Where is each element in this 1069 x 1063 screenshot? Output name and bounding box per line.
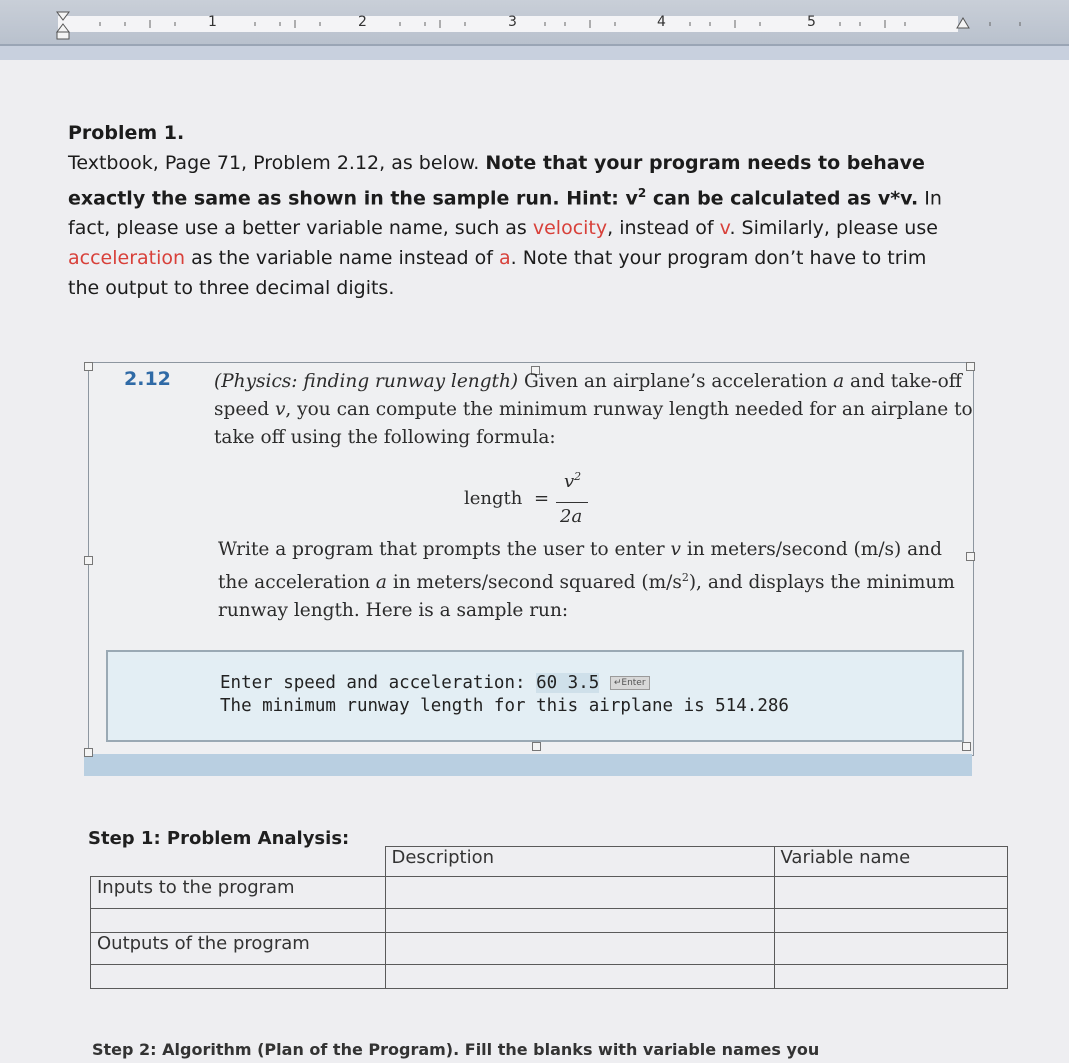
table-cell[interactable] xyxy=(774,933,1007,965)
problem-bold-note: Note that your program needs to behave exactly the same as shown in the sample run. Hint: v xyxy=(68,152,925,210)
problem-text: as the variable name instead of xyxy=(185,247,499,270)
sample-result: The minimum runway length for this airplane is 514.286 xyxy=(220,696,789,716)
anchor-marker-icon xyxy=(84,748,93,757)
table-cell[interactable] xyxy=(385,877,774,909)
anchor-marker-icon xyxy=(84,556,93,565)
table-cell[interactable] xyxy=(91,909,386,933)
step1-heading: Step 1: Problem Analysis: xyxy=(88,828,350,849)
anchor-marker-icon xyxy=(532,742,541,751)
problem-intro: Textbook, Page 71, Problem 2.12, as below. xyxy=(68,152,486,174)
sample-input: 60 3.5 xyxy=(536,673,600,693)
exercise-text-part: , you can compute the minimum runway length needed for an airplane to take off using the following formula: xyxy=(214,399,973,448)
formula-lhs: length xyxy=(464,488,523,509)
ruler-number: 1 xyxy=(208,14,217,30)
problem-text: In fact, please use a better variable name, such as xyxy=(68,187,942,240)
runway-formula xyxy=(464,470,624,528)
table-row xyxy=(91,933,1008,965)
problem-bold-sup: 2 xyxy=(637,186,647,200)
page-top-band xyxy=(0,46,1069,60)
anchor-marker-icon xyxy=(962,742,971,751)
exercise-text-part: and take-off speed xyxy=(214,371,962,420)
symbol-v: v xyxy=(274,399,286,420)
problem-text: . Similarly, please use xyxy=(729,217,938,240)
var-acceleration: acceleration xyxy=(68,247,186,270)
ruler-number: 3 xyxy=(508,14,517,30)
problem-statement xyxy=(68,118,958,303)
table-row xyxy=(91,965,1008,989)
exercise-text-part: in meters/second squared (m/s xyxy=(386,572,682,594)
problem-text: , instead of xyxy=(607,217,720,240)
table-cell[interactable] xyxy=(385,933,774,965)
step2-heading: Step 2: Algorithm (Plan of the Program). Fill the blanks with variable names you xyxy=(92,1040,820,1059)
sample-run-output xyxy=(220,672,789,718)
formula-denominator: 2a xyxy=(560,506,583,527)
table-cell[interactable] xyxy=(385,909,774,933)
table-cell[interactable] xyxy=(774,965,1007,989)
symbol-a: a xyxy=(833,371,845,392)
problem-bold-tail: can be calculated as v*v. xyxy=(646,187,919,210)
exercise-instructions xyxy=(218,536,970,625)
table-cell[interactable] xyxy=(91,847,386,877)
exercise-heading: (Physics: finding runway length) xyxy=(214,371,519,392)
right-indent-marker-icon[interactable] xyxy=(955,16,971,32)
var-a: a xyxy=(498,247,511,270)
ruler[interactable] xyxy=(0,0,1069,46)
table-header-row xyxy=(91,847,1008,877)
table-row xyxy=(91,909,1008,933)
var-velocity: velocity xyxy=(532,217,608,240)
formula-numerator xyxy=(564,470,581,492)
enter-key-icon: ↵Enter xyxy=(610,676,650,690)
table-header-variable-name[interactable]: Variable name xyxy=(774,847,1007,877)
exercise-sup: 2 xyxy=(681,571,689,584)
exercise-number: 2.12 xyxy=(124,368,171,390)
ruler-number: 5 xyxy=(807,14,816,30)
var-v: v xyxy=(719,217,730,240)
exercise-text-part: Given an airplane’s acceleration xyxy=(518,371,834,392)
formula-numerator-sup: 2 xyxy=(574,470,582,483)
table-cell[interactable] xyxy=(774,909,1007,933)
exercise-text-part: ), and displays the minimum runway length. Here is a sample run: xyxy=(218,572,955,622)
sample-prompt: Enter speed and acceleration: xyxy=(220,673,537,693)
symbol-v: v xyxy=(670,539,681,560)
table-cell[interactable] xyxy=(774,877,1007,909)
problem-title: Problem 1. xyxy=(68,122,185,144)
exercise-text xyxy=(214,368,974,452)
problem-text: . Note that your program don’t have to trim the output to three decimal digits. xyxy=(68,247,927,300)
anchor-marker-icon xyxy=(84,362,93,371)
table-cell[interactable] xyxy=(385,965,774,989)
table-row xyxy=(91,877,1008,909)
formula-fraction-bar xyxy=(556,502,588,503)
indent-marker-icon[interactable] xyxy=(55,10,71,42)
problem-analysis-table[interactable] xyxy=(90,846,1008,989)
ruler-number: 2 xyxy=(358,14,367,30)
exercise-text-part: in meters/second (m/s) and the acceleration xyxy=(218,539,942,594)
table-row-inputs-label[interactable]: Inputs to the program xyxy=(91,877,386,909)
ruler-number: 4 xyxy=(657,14,666,30)
symbol-a: a xyxy=(375,572,387,594)
ruler-ticks xyxy=(0,0,1069,44)
table-header-description[interactable]: Description xyxy=(385,847,774,877)
table-cell[interactable] xyxy=(91,965,386,989)
formula-equals: = xyxy=(534,488,550,509)
table-row-outputs-label[interactable]: Outputs of the program xyxy=(91,933,386,965)
textbook-excerpt-band xyxy=(84,754,972,776)
formula-numerator-v: v xyxy=(564,471,575,492)
exercise-text-part: Write a program that prompts the user to enter xyxy=(218,539,671,560)
problem-body xyxy=(68,148,958,303)
